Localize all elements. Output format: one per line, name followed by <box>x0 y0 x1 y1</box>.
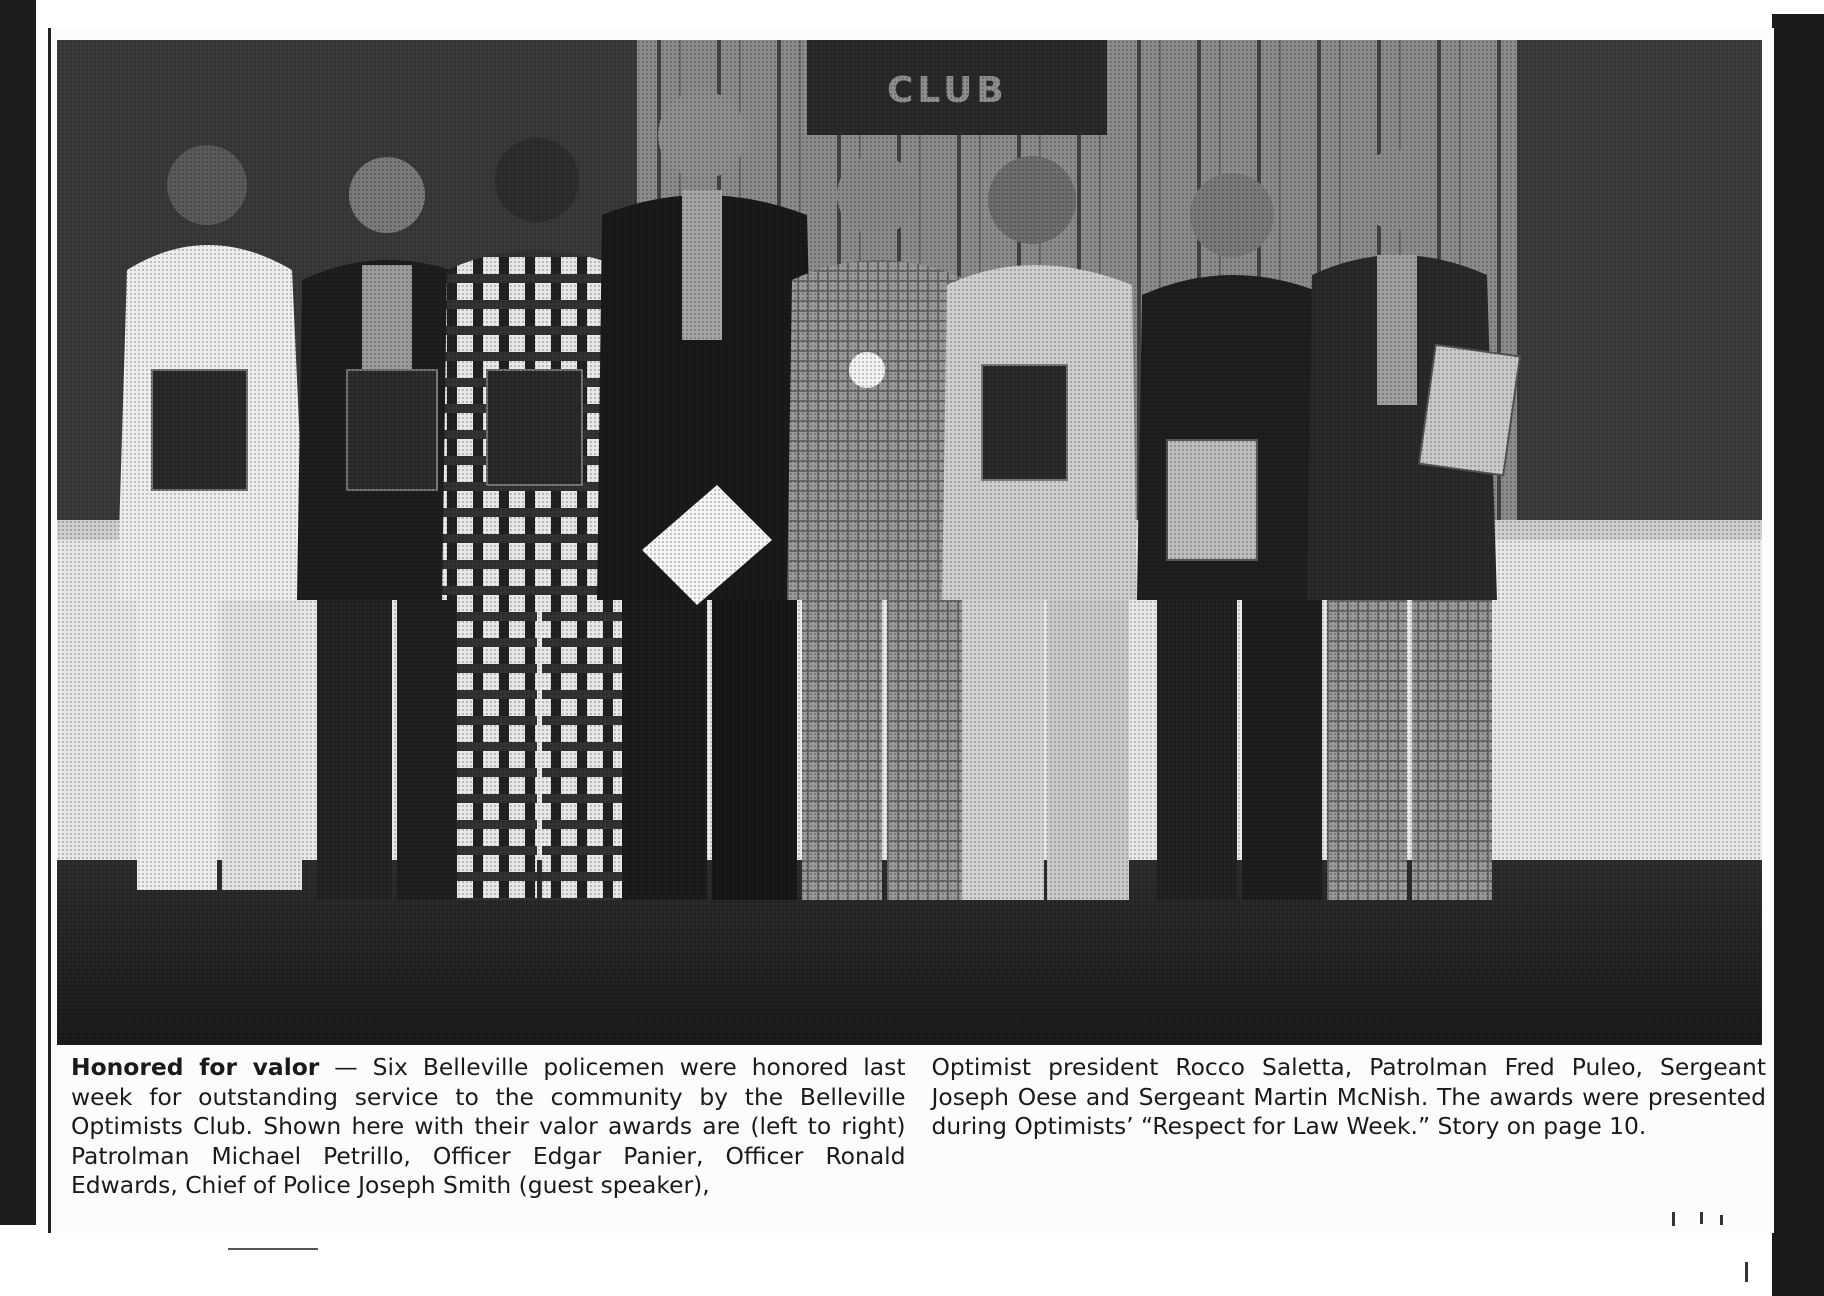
scan-speck <box>1745 1262 1748 1282</box>
scan-speck <box>1700 1212 1703 1224</box>
photo-caption <box>71 1053 1766 1228</box>
newspaper-clipping <box>48 28 1774 1233</box>
scan-speck <box>1672 1212 1675 1226</box>
caption-column-2: Optimist president Rocco Saletta, Patrolman Fred Puleo, Sergeant Joseph Oese and Sergeant Martin McNish. The awards were presented during Optimists’ “Respect for Law Week.” Story on page 10. <box>931 1053 1766 1140</box>
group-photo <box>57 40 1762 1045</box>
scan-right-edge <box>1772 14 1824 1296</box>
scan-speck <box>228 1248 318 1250</box>
caption-title: Honored for valor <box>71 1053 320 1081</box>
scan-left-edge <box>0 0 36 1225</box>
scan-bottom-margin <box>0 1225 1772 1296</box>
caption-column-1 <box>71 1053 906 1228</box>
caption-text-1: — Six Belleville policemen were honored last week for outstanding service to the community by the Belleville Optimists Club. Shown here with their valor awards are (left to right) Patrolman Michael Petrillo, Officer Edgar Panier, Officer Ronald Edwards, Chief of Police Joseph Smith (guest speaker), <box>71 1053 906 1199</box>
group-photo-illustration <box>57 40 1762 1045</box>
scan-speck <box>1720 1215 1723 1225</box>
